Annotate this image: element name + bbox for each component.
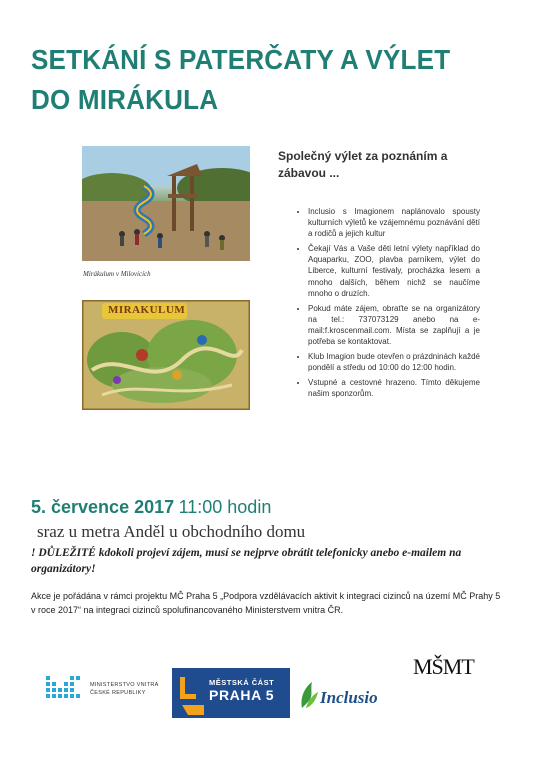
ministry-name-line1: MINISTERSTVO VNITRA bbox=[90, 682, 159, 688]
meeting-point: sraz u metra Anděl u obchodního domu bbox=[37, 522, 306, 541]
important-notice: ! DŮLEŽITÉ kdokoli projeví zájem, musí se nejprve obrátit telefonicky anebo e-mailem na organizátory! bbox=[31, 547, 462, 575]
list-item: • Inclusio s Imagionem naplánovalo spousty kulturních výletů ke vzájemnému poznávání dětí a rodičů a jejich kultur bbox=[308, 206, 480, 239]
map-title: MIRAKULUM bbox=[108, 304, 186, 316]
msmt-logo bbox=[413, 652, 479, 700]
event-date-line bbox=[31, 497, 271, 518]
list-item: • Čekají Vás a Vaše děti letní výlety například do Aquaparku, ZOO, plavba parníkem, výlet do Liberce, kulturní festivaly, procházka lesem a mnoho dalších, během nichž se naučíme mnoho o druzích. bbox=[308, 243, 480, 298]
praha5-mark-icon bbox=[176, 671, 206, 715]
praha5-line2: PRAHA 5 bbox=[209, 687, 275, 703]
mirakulum-map-image bbox=[82, 300, 250, 410]
inclusio-logo bbox=[296, 678, 391, 714]
inclusio-wordmark: Inclusio bbox=[320, 688, 378, 707]
project-note: Akce je pořádána v rámci projektu MČ Praha 5 „Podpora vzdělávacích aktivit k integraci cizinců na území MČ Prahy 5 v roce 2017“ na integraci cizinců spolufinancovaného Ministerstvem vnitra ČR. bbox=[31, 591, 501, 615]
msmt-wordmark: MŠMT bbox=[413, 654, 474, 679]
event-date: 5. července 2017 bbox=[31, 497, 175, 517]
praha5-line1: MĚSTSKÁ ČÁST bbox=[209, 678, 275, 687]
page-title: SETKÁNÍ S PATERČATY A VÝLET DO MIRÁKULA bbox=[31, 44, 451, 115]
mirakulum-photo bbox=[82, 146, 250, 261]
section-subheading: Společný výlet za poznáním a zábavou ... bbox=[278, 149, 448, 180]
list-item: • Klub Imagion bude otevřen o prázdninách každé pondělí a středu od 10:00 do 12:00 hodin. bbox=[308, 351, 480, 373]
ministry-interior-logo bbox=[44, 668, 169, 708]
ministry-mark-icon bbox=[44, 670, 84, 704]
list-item: • Pokud máte zájem, obraťte se na organizátory na tel.: 737073129 anebo na e-mail:f.kroscenmail.com. Místa se zaplňují a je potřeba se kontaktovat. bbox=[308, 303, 480, 347]
event-time: 11:00 hodin bbox=[178, 497, 272, 517]
photo-caption: Mirákulum v Milovicích bbox=[83, 270, 151, 278]
praha5-logo bbox=[172, 668, 290, 718]
inclusio-leaf-icon bbox=[298, 680, 320, 710]
ministry-name-line2: ČESKÉ REPUBLIKY bbox=[90, 690, 146, 696]
list-item: • Vstupné a cestovné hrazeno. Tímto děkujeme našim sponzorům. bbox=[308, 377, 480, 399]
info-bullet-list bbox=[290, 206, 480, 462]
